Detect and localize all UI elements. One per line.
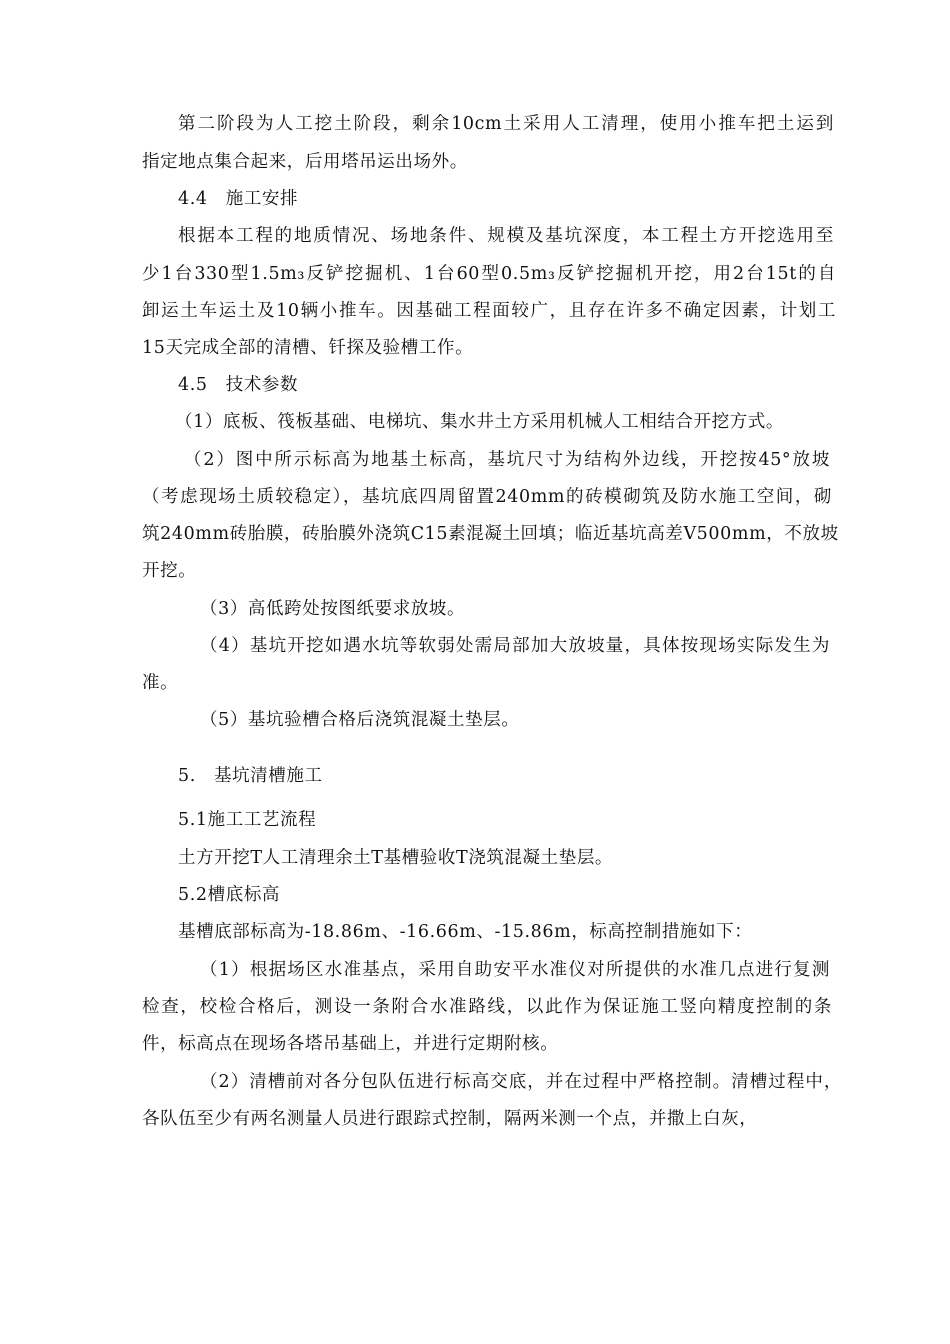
paragraph-line: 开挖。 xyxy=(142,561,197,581)
list-item: （2）图中所示标高为地基土标高，基坑尺寸为结构外边线，开挖按45°放坡 xyxy=(184,450,830,470)
section-heading: 5.2槽底标高 xyxy=(178,885,281,905)
paragraph-line: 指定地点集合起来，后用塔吊运出场外。 xyxy=(142,152,468,172)
paragraph-line: 件，标高点在现场各塔吊基础上，并进行定期附核。 xyxy=(142,1034,559,1054)
paragraph-line: 根据本工程的地质情况、场地条件、规模及基坑深度，本工程土方开挖选用至 xyxy=(178,226,834,246)
section-heading: 4.4 施工安排 xyxy=(178,189,299,209)
paragraph-line: 筑240mm砖胎膜，砖胎膜外浇筑C15素混凝土回填；临近基坑高差V500mm，不放坡 xyxy=(142,524,839,544)
list-item: （5）基坑验槽合格后浇筑混凝土垫层。 xyxy=(200,710,520,730)
paragraph-line: 各队伍至少有两名测量人员进行跟踪式控制，隔两米测一个点，并撒上白灰， xyxy=(142,1109,758,1129)
paragraph-line: 少1台330型1.5m₃反铲挖掘机、1台60型0.5m₃反铲挖掘机开挖，用2台15t的自 xyxy=(142,264,836,284)
list-item: （2）清槽前对各分包队伍进行标高交底，并在过程中严格控制。清槽过程中， xyxy=(200,1072,842,1092)
list-item: （1）根据场区水准基点，采用自助安平水准仪对所提供的水准几点进行复测 xyxy=(200,960,830,980)
section-heading: 4.5 技术参数 xyxy=(178,375,299,395)
list-item: （3）高低跨处按图纸要求放坡。 xyxy=(200,599,466,619)
paragraph-line: 准。 xyxy=(142,673,179,693)
section-heading: 5. 基坑清槽施工 xyxy=(178,766,323,786)
paragraph-line: 基槽底部标高为-18.86m、-16.66m、-15.86m，标高控制措施如下： xyxy=(178,922,753,942)
paragraph-line: 检查，校检合格后，测设一条附合水准路线，以此作为保证施工竖向精度控制的条 xyxy=(142,997,832,1017)
paragraph-line: 第二阶段为人工挖土阶段，剩余10cm土采用人工清理，使用小推车把土运到 xyxy=(178,114,834,134)
list-item: （4）基坑开挖如遇水坑等软弱处需局部加大放坡量，具体按现场实际发生为 xyxy=(200,636,830,656)
paragraph-line: 土方开挖T人工清理余土T基槽验收T浇筑混凝土垫层。 xyxy=(178,848,614,868)
paragraph-line: 卸运土车运土及10辆小推车。因基础工程面较广，且存在许多不确定因素，计划工 xyxy=(142,301,836,321)
section-heading: 5.1施工工艺流程 xyxy=(178,810,317,830)
list-item: （1）底板、筏板基础、电梯坑、集水井土方采用机械人工相结合开挖方式。 xyxy=(175,412,785,432)
paragraph-line: 15天完成全部的清槽、钎探及验槽工作。 xyxy=(142,338,474,358)
paragraph-line: （考虑现场土质较稳定），基坑底四周留置240mm的砖模砌筑及防水施工空间，砌 xyxy=(142,487,832,507)
